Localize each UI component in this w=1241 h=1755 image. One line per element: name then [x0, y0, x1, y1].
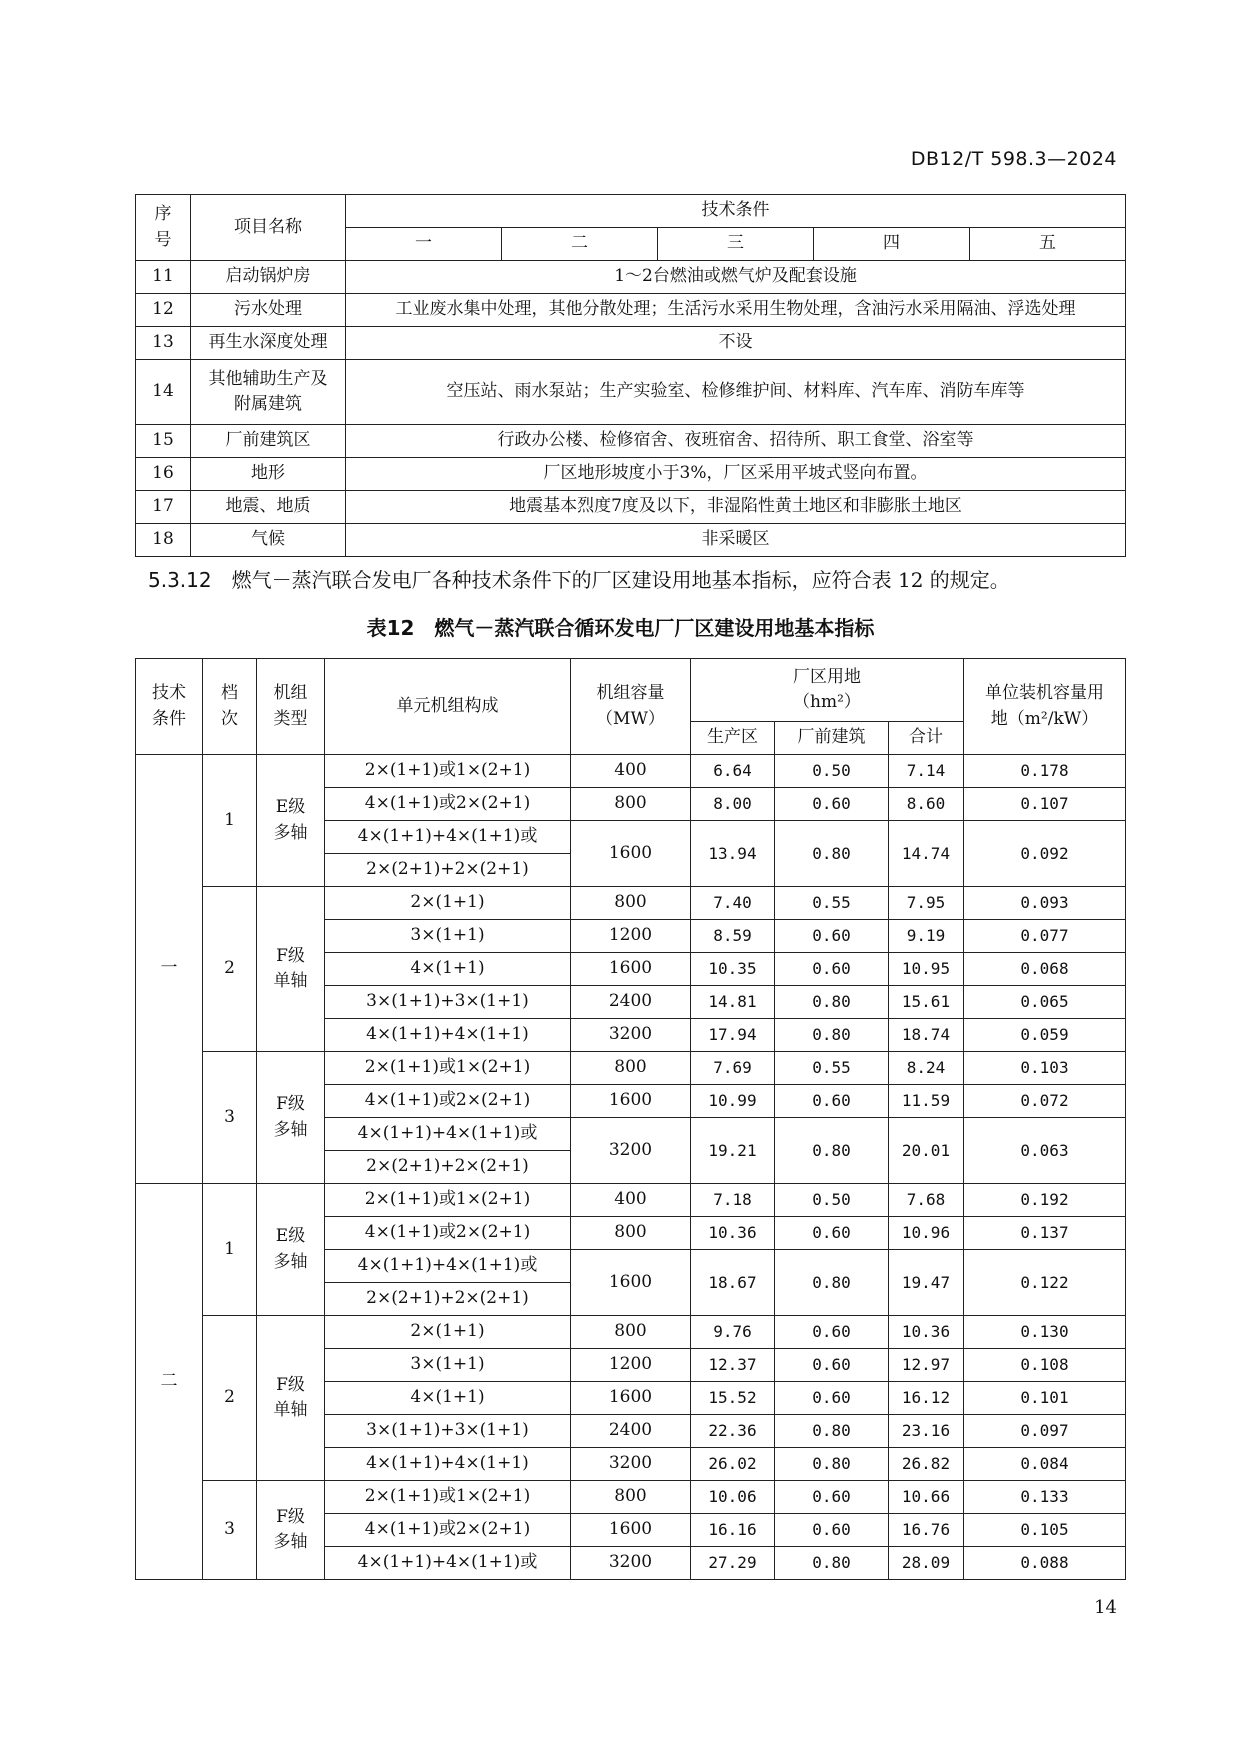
capacity-cell: 800	[571, 1217, 691, 1250]
table-row	[136, 261, 1126, 294]
total-cell: 7.95	[889, 887, 964, 920]
capacity-cell: 3200	[571, 1547, 691, 1580]
per-kw-cell: 0.108	[964, 1349, 1126, 1382]
table-row	[136, 458, 1126, 491]
total-cell: 14.74	[889, 821, 964, 887]
unit-type-cell: F级 单轴	[257, 1316, 325, 1481]
page-number: 14	[1094, 1597, 1117, 1618]
production-cell: 10.35	[691, 953, 775, 986]
total-cell: 12.97	[889, 1349, 964, 1382]
row-condition: 行政办公楼、检修宿舍、夜班宿舍、招待所、职工食堂、浴室等	[346, 425, 1126, 458]
production-cell: 17.94	[691, 1019, 775, 1052]
capacity-cell: 2400	[571, 1415, 691, 1448]
col-seq-header: 序 号	[136, 195, 191, 261]
table-row	[136, 425, 1126, 458]
level-header: 五	[970, 228, 1126, 261]
row-number: 15	[136, 425, 191, 458]
per-kw-cell: 0.178	[964, 755, 1126, 788]
composition-cell: 4×(1+1)+4×(1+1)或	[325, 1250, 571, 1283]
table-row	[136, 755, 1126, 788]
row-name: 再生水深度处理	[191, 327, 346, 360]
production-cell: 14.81	[691, 986, 775, 1019]
front-cell: 0.60	[775, 1349, 889, 1382]
table-row	[136, 887, 1126, 920]
table-row	[136, 524, 1126, 557]
row-number: 11	[136, 261, 191, 294]
per-kw-cell: 0.092	[964, 821, 1126, 887]
capacity-cell: 1600	[571, 1382, 691, 1415]
row-condition: 空压站、雨水泵站；生产实验室、检修维护间、材料库、汽车库、消防车库等	[346, 360, 1126, 425]
col-tech-header: 技术条件	[346, 195, 1126, 228]
row-name: 污水处理	[191, 294, 346, 327]
per-kw-header: 单位装机容量用 地（m²/kW）	[964, 659, 1126, 755]
production-cell: 15.52	[691, 1382, 775, 1415]
total-cell: 10.95	[889, 953, 964, 986]
capacity-cell: 1600	[571, 821, 691, 887]
table-row	[136, 1316, 1126, 1349]
land-header: 厂区用地 （hm²）	[691, 659, 964, 722]
composition-cell: 4×(1+1)或2×(2+1)	[325, 1514, 571, 1547]
per-kw-cell: 0.137	[964, 1217, 1126, 1250]
production-cell: 8.00	[691, 788, 775, 821]
unit-type-cell: F级 多轴	[257, 1052, 325, 1184]
composition-cell: 4×(1+1)或2×(2+1)	[325, 1217, 571, 1250]
total-header: 合计	[889, 722, 964, 755]
front-cell: 0.60	[775, 1085, 889, 1118]
level-header: 二	[502, 228, 658, 261]
per-kw-cell: 0.097	[964, 1415, 1126, 1448]
composition-cell: 4×(1+1)+4×(1+1)或	[325, 821, 571, 854]
total-cell: 8.24	[889, 1052, 964, 1085]
clause-number: 5.3.12	[148, 568, 212, 592]
front-cell: 0.60	[775, 953, 889, 986]
composition-cell: 4×(1+1)+4×(1+1)或	[325, 1547, 571, 1580]
composition-cell: 3×(1+1)	[325, 920, 571, 953]
row-name: 气候	[191, 524, 346, 557]
per-kw-cell: 0.192	[964, 1184, 1126, 1217]
total-cell: 23.16	[889, 1415, 964, 1448]
composition-cell: 2×(1+1)或1×(2+1)	[325, 1052, 571, 1085]
tech-condition-cell: 一	[136, 755, 203, 1184]
composition-cell: 4×(1+1)	[325, 1382, 571, 1415]
per-kw-cell: 0.084	[964, 1448, 1126, 1481]
row-number: 18	[136, 524, 191, 557]
row-name: 地震、地质	[191, 491, 346, 524]
tech-condition-cell: 二	[136, 1184, 203, 1580]
capacity-cell: 1600	[571, 1085, 691, 1118]
grade-cell: 2	[203, 1316, 257, 1481]
grade-cell: 3	[203, 1481, 257, 1580]
front-cell: 0.50	[775, 1184, 889, 1217]
front-cell: 0.60	[775, 1481, 889, 1514]
capacity-cell: 3200	[571, 1019, 691, 1052]
per-kw-cell: 0.122	[964, 1250, 1126, 1316]
front-cell: 0.60	[775, 1382, 889, 1415]
table-row	[136, 360, 1126, 425]
per-kw-cell: 0.072	[964, 1085, 1126, 1118]
capacity-cell: 800	[571, 1481, 691, 1514]
total-cell: 10.96	[889, 1217, 964, 1250]
row-condition: 厂区地形坡度小于3%，厂区采用平坡式竖向布置。	[346, 458, 1126, 491]
row-number: 17	[136, 491, 191, 524]
front-cell: 0.60	[775, 920, 889, 953]
production-cell: 7.18	[691, 1184, 775, 1217]
per-kw-cell: 0.068	[964, 953, 1126, 986]
unit-type-cell: F级 单轴	[257, 887, 325, 1052]
composition-header: 单元机组构成	[325, 659, 571, 755]
composition-cell: 2×(2+1)+2×(2+1)	[325, 854, 571, 887]
production-cell: 27.29	[691, 1547, 775, 1580]
capacity-cell: 800	[571, 887, 691, 920]
capacity-cell: 3200	[571, 1118, 691, 1184]
capacity-cell: 400	[571, 1184, 691, 1217]
production-header: 生产区	[691, 722, 775, 755]
production-cell: 10.99	[691, 1085, 775, 1118]
tech-conditions-table	[135, 194, 1126, 557]
composition-cell: 3×(1+1)+3×(1+1)	[325, 986, 571, 1019]
table-row	[136, 294, 1126, 327]
total-cell: 20.01	[889, 1118, 964, 1184]
total-cell: 7.14	[889, 755, 964, 788]
total-cell: 15.61	[889, 986, 964, 1019]
composition-cell: 2×(2+1)+2×(2+1)	[325, 1151, 571, 1184]
composition-cell: 4×(1+1)+4×(1+1)	[325, 1448, 571, 1481]
capacity-cell: 1200	[571, 920, 691, 953]
per-kw-cell: 0.093	[964, 887, 1126, 920]
capacity-cell: 2400	[571, 986, 691, 1019]
table-row	[136, 491, 1126, 524]
front-cell: 0.80	[775, 1250, 889, 1316]
front-cell: 0.80	[775, 1118, 889, 1184]
front-cell: 0.55	[775, 887, 889, 920]
land-index-table	[135, 658, 1126, 1580]
capacity-cell: 1600	[571, 953, 691, 986]
row-condition: 不设	[346, 327, 1126, 360]
production-cell: 12.37	[691, 1349, 775, 1382]
total-cell: 9.19	[889, 920, 964, 953]
table-row	[136, 327, 1126, 360]
front-cell: 0.80	[775, 1415, 889, 1448]
capacity-cell: 1600	[571, 1514, 691, 1547]
composition-cell: 4×(1+1)+4×(1+1)	[325, 1019, 571, 1052]
front-cell: 0.50	[775, 755, 889, 788]
capacity-cell: 1200	[571, 1349, 691, 1382]
per-kw-cell: 0.101	[964, 1382, 1126, 1415]
production-cell: 26.02	[691, 1448, 775, 1481]
front-cell: 0.60	[775, 788, 889, 821]
front-cell: 0.80	[775, 1547, 889, 1580]
composition-cell: 3×(1+1)	[325, 1349, 571, 1382]
production-cell: 7.40	[691, 887, 775, 920]
grade-cell: 2	[203, 887, 257, 1052]
capacity-cell: 800	[571, 1052, 691, 1085]
document-code: DB12/T 598.3—2024	[910, 148, 1117, 170]
col-name-header: 项目名称	[191, 195, 346, 261]
front-header: 厂前建筑	[775, 722, 889, 755]
total-cell: 19.47	[889, 1250, 964, 1316]
total-cell: 7.68	[889, 1184, 964, 1217]
clause-text: 燃气－蒸汽联合发电厂各种技术条件下的厂区建设用地基本指标，应符合表 12 的规定。	[231, 568, 1010, 592]
composition-cell: 4×(1+1)或2×(2+1)	[325, 1085, 571, 1118]
front-cell: 0.80	[775, 1019, 889, 1052]
grade-cell: 3	[203, 1052, 257, 1184]
grade-header: 档 次	[203, 659, 257, 755]
production-cell: 7.69	[691, 1052, 775, 1085]
per-kw-cell: 0.063	[964, 1118, 1126, 1184]
per-kw-cell: 0.107	[964, 788, 1126, 821]
per-kw-cell: 0.077	[964, 920, 1126, 953]
unit-type-cell: E级 多轴	[257, 755, 325, 887]
land-index-body	[136, 755, 1126, 1580]
row-number: 12	[136, 294, 191, 327]
composition-cell: 2×(1+1)或1×(2+1)	[325, 755, 571, 788]
total-cell: 10.36	[889, 1316, 964, 1349]
row-condition: 工业废水集中处理，其他分散处理；生活污水采用生物处理，含油污水采用隔油、浮选处理	[346, 294, 1126, 327]
per-kw-cell: 0.130	[964, 1316, 1126, 1349]
grade-cell: 1	[203, 1184, 257, 1316]
total-cell: 11.59	[889, 1085, 964, 1118]
composition-cell: 4×(1+1)+4×(1+1)或	[325, 1118, 571, 1151]
total-cell: 10.66	[889, 1481, 964, 1514]
total-cell: 16.76	[889, 1514, 964, 1547]
front-cell: 0.60	[775, 1217, 889, 1250]
production-cell: 22.36	[691, 1415, 775, 1448]
composition-cell: 2×(1+1)	[325, 1316, 571, 1349]
capacity-cell: 1600	[571, 1250, 691, 1316]
composition-cell: 4×(1+1)	[325, 953, 571, 986]
production-cell: 9.76	[691, 1316, 775, 1349]
per-kw-cell: 0.105	[964, 1514, 1126, 1547]
table-caption: 表12 燃气－蒸汽联合循环发电厂厂区建设用地基本指标	[366, 616, 875, 640]
unit-type-cell: F级 多轴	[257, 1481, 325, 1580]
composition-cell: 2×(2+1)+2×(2+1)	[325, 1283, 571, 1316]
capacity-header: 机组容量 （MW）	[571, 659, 691, 755]
row-number: 16	[136, 458, 191, 491]
production-cell: 8.59	[691, 920, 775, 953]
front-cell: 0.60	[775, 1514, 889, 1547]
per-kw-cell: 0.088	[964, 1547, 1126, 1580]
grade-cell: 1	[203, 755, 257, 887]
front-cell: 0.60	[775, 1316, 889, 1349]
per-kw-cell: 0.065	[964, 986, 1126, 1019]
composition-cell: 2×(1+1)	[325, 887, 571, 920]
front-cell: 0.80	[775, 986, 889, 1019]
row-name: 厂前建筑区	[191, 425, 346, 458]
capacity-cell: 400	[571, 755, 691, 788]
front-cell: 0.55	[775, 1052, 889, 1085]
production-cell: 18.67	[691, 1250, 775, 1316]
production-cell: 10.06	[691, 1481, 775, 1514]
front-cell: 0.80	[775, 821, 889, 887]
row-condition: 地震基本烈度7度及以下，非湿陷性黄土地区和非膨胀土地区	[346, 491, 1126, 524]
row-condition: 非采暖区	[346, 524, 1126, 557]
production-cell: 6.64	[691, 755, 775, 788]
row-name: 地形	[191, 458, 346, 491]
composition-cell: 4×(1+1)或2×(2+1)	[325, 788, 571, 821]
composition-cell: 2×(1+1)或1×(2+1)	[325, 1184, 571, 1217]
capacity-cell: 800	[571, 1316, 691, 1349]
clause-paragraph	[148, 564, 1010, 593]
row-name: 其他辅助生产及 附属建筑	[191, 360, 346, 425]
per-kw-cell: 0.059	[964, 1019, 1126, 1052]
production-cell: 10.36	[691, 1217, 775, 1250]
production-cell: 13.94	[691, 821, 775, 887]
unit-type-header: 机组 类型	[257, 659, 325, 755]
row-name: 启动锅炉房	[191, 261, 346, 294]
table-row	[136, 1052, 1126, 1085]
row-number: 14	[136, 360, 191, 425]
per-kw-cell: 0.103	[964, 1052, 1126, 1085]
level-header: 三	[658, 228, 814, 261]
tech-header: 技术 条件	[136, 659, 203, 755]
total-cell: 26.82	[889, 1448, 964, 1481]
row-condition: 1～2台燃油或燃气炉及配套设施	[346, 261, 1126, 294]
table-row	[136, 1481, 1126, 1514]
total-cell: 8.60	[889, 788, 964, 821]
row-number: 13	[136, 327, 191, 360]
production-cell: 16.16	[691, 1514, 775, 1547]
level-header: 一	[346, 228, 502, 261]
composition-cell: 2×(1+1)或1×(2+1)	[325, 1481, 571, 1514]
total-cell: 16.12	[889, 1382, 964, 1415]
capacity-cell: 800	[571, 788, 691, 821]
composition-cell: 3×(1+1)+3×(1+1)	[325, 1415, 571, 1448]
total-cell: 28.09	[889, 1547, 964, 1580]
per-kw-cell: 0.133	[964, 1481, 1126, 1514]
level-header: 四	[814, 228, 970, 261]
unit-type-cell: E级 多轴	[257, 1184, 325, 1316]
front-cell: 0.80	[775, 1448, 889, 1481]
capacity-cell: 3200	[571, 1448, 691, 1481]
production-cell: 19.21	[691, 1118, 775, 1184]
table-row	[136, 1184, 1126, 1217]
total-cell: 18.74	[889, 1019, 964, 1052]
